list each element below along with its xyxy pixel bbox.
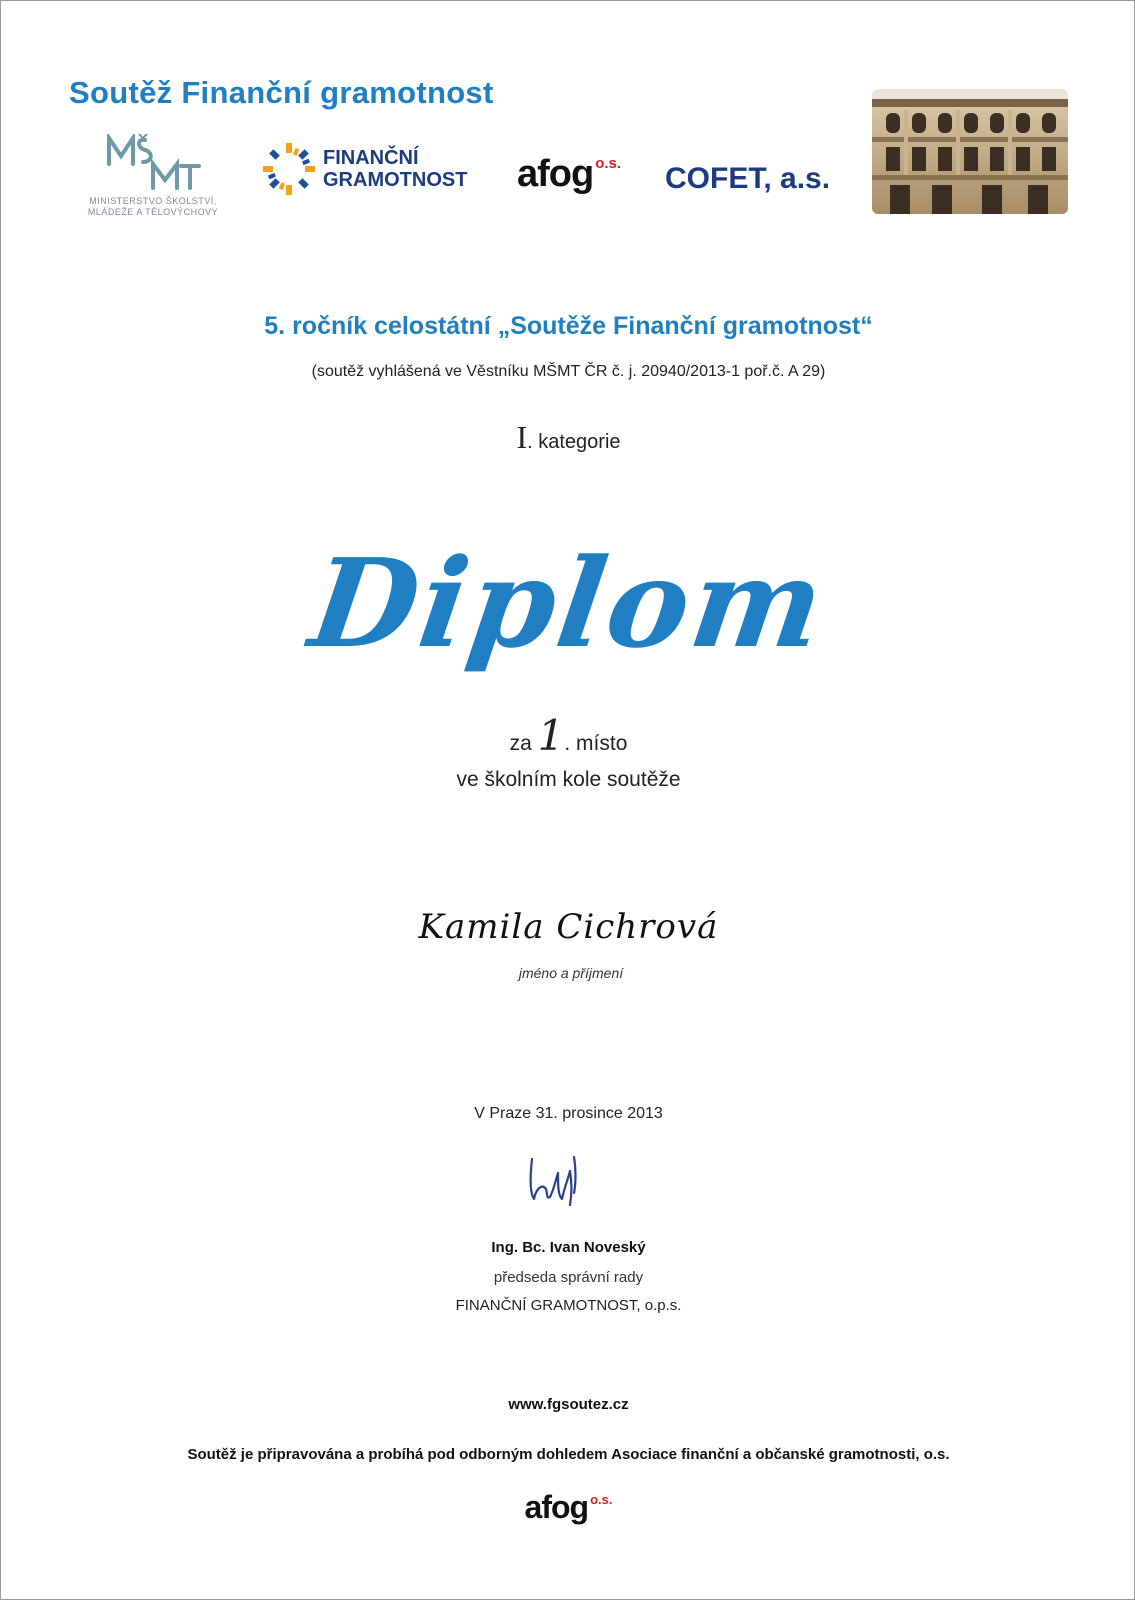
msmt-ministry-line2: MLÁDEŽE A TĚLOVÝCHOVY: [87, 207, 219, 217]
fg-logo-line2: GRAMOTNOST: [323, 169, 468, 191]
website-link[interactable]: www.fgsoutez.cz: [508, 1396, 629, 1413]
category-label: . kategorie: [527, 431, 621, 453]
footer-afog-logo: [1, 1489, 1135, 1526]
msmt-ministry-text: [63, 196, 243, 218]
round-line: ve školním kole soutěže: [456, 768, 681, 791]
signer-name: Ing. Bc. Ivan Noveský: [491, 1239, 646, 1256]
afog-logo: [517, 153, 621, 196]
category-line: [1, 419, 1135, 456]
place-line: [1, 711, 1135, 760]
msmt-ministry-line1: MINISTERSTVO ŠKOLSTVÍ,: [89, 196, 217, 206]
date-line: V Praze 31. prosince 2013: [474, 1105, 663, 1122]
signature-icon: [524, 1149, 594, 1209]
msmt-logo: [63, 134, 243, 224]
cofet-logo: COFET, a.s.: [665, 162, 831, 195]
recipient-name: Kamila Cichrová: [418, 907, 719, 947]
footer-afog-sup: o.s.: [590, 1492, 613, 1507]
sun-star-icon: [261, 141, 317, 197]
place-number: 1: [537, 711, 565, 760]
afog-logo-sup: o.s.: [595, 155, 622, 172]
financni-gramotnost-logo: [261, 141, 491, 201]
msmt-mark-icon: [103, 134, 203, 192]
fg-logo-text: [323, 147, 467, 191]
building-image: [872, 89, 1068, 214]
supervision-note: Soutěž je připravována a probíhá pod odborným dohledem Asociace finanční a občanské gramotnosti, o.s.: [187, 1446, 950, 1463]
footer-afog-word: afog: [524, 1489, 589, 1525]
name-caption: jméno a příjmení: [518, 965, 624, 981]
place-suffix: . místo: [564, 732, 628, 755]
signer-role: předseda správní rady: [493, 1269, 644, 1286]
diploma-title: Diplom: [302, 531, 835, 675]
edition-heading: 5. ročník celostátní „Soutěže Finanční gramotnost“: [264, 312, 873, 340]
signer-organization: FINANČNÍ GRAMOTNOST, o.p.s.: [455, 1297, 682, 1314]
category-roman: I: [516, 419, 528, 455]
signature-mark: [524, 1149, 594, 1214]
building-photo: [872, 89, 1068, 214]
fg-logo-line1: FINANČNÍ: [323, 147, 419, 169]
decree-note: (soutěž vyhlášená ve Věstníku MŠMT ČR č. j. 20940/2013-1 poř.č. A 29): [311, 363, 826, 380]
afog-logo-word: afog: [517, 153, 594, 195]
place-prefix: za: [509, 732, 532, 755]
header-title: Soutěž Finanční gramotnost: [69, 75, 494, 110]
